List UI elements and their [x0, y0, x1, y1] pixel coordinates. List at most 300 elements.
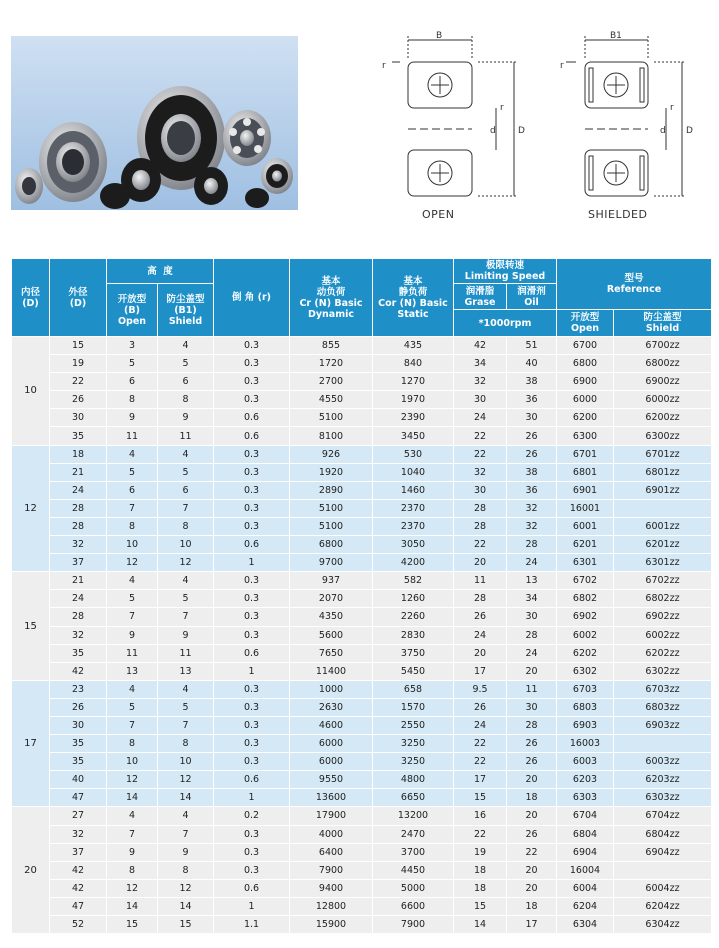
outer-diameter-cell: 26	[50, 698, 107, 716]
ref-shield-cell: 6303zz	[614, 789, 712, 807]
width-shield-cell: 5	[158, 590, 214, 608]
ref-open-cell: 6702	[557, 572, 614, 590]
speed-oil-cell: 28	[507, 536, 557, 554]
dynamic-load-cell: 6000	[290, 753, 373, 771]
table-row	[12, 608, 712, 626]
bearings-photo	[11, 36, 298, 210]
static-load-cell: 582	[373, 572, 454, 590]
chamfer-cell: 0.3	[214, 735, 290, 753]
width-open-cell: 12	[107, 771, 158, 789]
width-open-cell: 12	[107, 554, 158, 572]
static-load-cell: 2390	[373, 409, 454, 427]
width-shield-cell: 11	[158, 427, 214, 445]
header-ref-open: 开放型 Open	[557, 310, 614, 337]
width-open-cell: 4	[107, 807, 158, 825]
speed-grease-cell: 17	[454, 771, 507, 789]
speed-oil-cell: 26	[507, 735, 557, 753]
ref-shield-cell: 6901zz	[614, 481, 712, 499]
ref-open-cell: 6004	[557, 879, 614, 897]
width-open-cell: 4	[107, 680, 158, 698]
open-D-label: D	[518, 126, 525, 136]
ref-open-cell: 6302	[557, 662, 614, 680]
width-shield-cell: 14	[158, 789, 214, 807]
static-load-cell: 2370	[373, 517, 454, 535]
header-dynamic-load: 基本 动负荷 Cr (N) Basic Dynamic	[290, 259, 373, 337]
width-open-cell: 8	[107, 517, 158, 535]
speed-oil-cell: 20	[507, 771, 557, 789]
speed-grease-cell: 15	[454, 897, 507, 915]
width-shield-cell: 13	[158, 662, 214, 680]
speed-oil-cell: 20	[507, 879, 557, 897]
static-load-cell: 1970	[373, 391, 454, 409]
chamfer-cell: 0.6	[214, 771, 290, 789]
chamfer-cell: 0.2	[214, 807, 290, 825]
width-open-cell: 15	[107, 916, 158, 934]
outer-diameter-cell: 42	[50, 861, 107, 879]
speed-grease-cell: 26	[454, 608, 507, 626]
cross-section-diagrams	[370, 28, 710, 228]
width-shield-cell: 9	[158, 409, 214, 427]
shield-b1-label: B1	[610, 31, 622, 41]
ref-open-cell: 6202	[557, 644, 614, 662]
ref-shield-cell: 6902zz	[614, 608, 712, 626]
shield-D-label: D	[686, 126, 693, 136]
outer-diameter-cell: 27	[50, 807, 107, 825]
width-open-cell: 8	[107, 861, 158, 879]
width-open-cell: 5	[107, 590, 158, 608]
chamfer-cell: 0.6	[214, 536, 290, 554]
ref-shield-cell: 6002zz	[614, 626, 712, 644]
width-open-cell: 10	[107, 536, 158, 554]
dynamic-load-cell: 11400	[290, 662, 373, 680]
ref-shield-cell: 6000zz	[614, 391, 712, 409]
speed-grease-cell: 22	[454, 536, 507, 554]
width-open-cell: 14	[107, 897, 158, 915]
table-row	[12, 463, 712, 481]
table-row	[12, 680, 712, 698]
width-shield-cell: 7	[158, 825, 214, 843]
chamfer-cell: 1	[214, 789, 290, 807]
chamfer-cell: 0.6	[214, 644, 290, 662]
ref-open-cell: 6304	[557, 916, 614, 934]
table-row	[12, 337, 712, 355]
width-shield-cell: 14	[158, 897, 214, 915]
dynamic-load-cell: 5100	[290, 517, 373, 535]
width-open-cell: 7	[107, 825, 158, 843]
width-shield-cell: 4	[158, 680, 214, 698]
width-open-cell: 9	[107, 409, 158, 427]
header-speed-grease: 润滑脂 Grase	[454, 284, 507, 310]
speed-oil-cell: 18	[507, 789, 557, 807]
outer-diameter-cell: 35	[50, 735, 107, 753]
width-shield-cell: 6	[158, 373, 214, 391]
dynamic-load-cell: 4550	[290, 391, 373, 409]
width-open-cell: 11	[107, 644, 158, 662]
static-load-cell: 2370	[373, 499, 454, 517]
speed-grease-cell: 26	[454, 698, 507, 716]
width-shield-cell: 9	[158, 843, 214, 861]
speed-grease-cell: 28	[454, 517, 507, 535]
ref-open-cell: 6300	[557, 427, 614, 445]
width-shield-cell: 8	[158, 517, 214, 535]
static-load-cell: 5000	[373, 879, 454, 897]
speed-oil-cell: 30	[507, 608, 557, 626]
table-row	[12, 843, 712, 861]
dynamic-load-cell: 9550	[290, 771, 373, 789]
width-shield-cell: 8	[158, 861, 214, 879]
open-r-label: r	[382, 61, 386, 71]
speed-oil-cell: 11	[507, 680, 557, 698]
ref-shield-cell: 6301zz	[614, 554, 712, 572]
speed-oil-cell: 51	[507, 337, 557, 355]
ref-open-cell: 6701	[557, 445, 614, 463]
ref-shield-cell: 6903zz	[614, 716, 712, 734]
speed-oil-cell: 32	[507, 517, 557, 535]
chamfer-cell: 0.6	[214, 427, 290, 445]
width-shield-cell: 11	[158, 644, 214, 662]
ref-open-cell: 6900	[557, 373, 614, 391]
ref-open-cell: 6003	[557, 753, 614, 771]
static-load-cell: 1260	[373, 590, 454, 608]
ref-open-cell: 6203	[557, 771, 614, 789]
width-shield-cell: 12	[158, 771, 214, 789]
speed-grease-cell: 42	[454, 337, 507, 355]
dynamic-load-cell: 4000	[290, 825, 373, 843]
chamfer-cell: 0.3	[214, 373, 290, 391]
ref-open-cell: 16003	[557, 735, 614, 753]
outer-diameter-cell: 24	[50, 590, 107, 608]
static-load-cell: 1460	[373, 481, 454, 499]
ref-shield-cell: 6703zz	[614, 680, 712, 698]
ref-shield-cell	[614, 499, 712, 517]
chamfer-cell: 1	[214, 897, 290, 915]
width-open-cell: 9	[107, 626, 158, 644]
width-shield-cell: 4	[158, 572, 214, 590]
ref-shield-cell: 6801zz	[614, 463, 712, 481]
table-row	[12, 789, 712, 807]
open-r2-label: r	[500, 103, 504, 113]
speed-grease-cell: 24	[454, 716, 507, 734]
chamfer-cell: 0.3	[214, 355, 290, 373]
width-open-cell: 12	[107, 879, 158, 897]
speed-oil-cell: 20	[507, 662, 557, 680]
speed-oil-cell: 17	[507, 916, 557, 934]
table-row	[12, 481, 712, 499]
shield-r2-label: r	[670, 103, 674, 113]
ref-open-cell: 6001	[557, 517, 614, 535]
chamfer-cell: 0.3	[214, 825, 290, 843]
dynamic-load-cell: 6400	[290, 843, 373, 861]
table-row	[12, 662, 712, 680]
outer-diameter-cell: 42	[50, 879, 107, 897]
width-shield-cell: 5	[158, 463, 214, 481]
width-open-cell: 5	[107, 355, 158, 373]
outer-diameter-cell: 22	[50, 373, 107, 391]
table-row	[12, 807, 712, 825]
ref-open-cell: 6802	[557, 590, 614, 608]
dynamic-load-cell: 15900	[290, 916, 373, 934]
ref-open-cell: 6703	[557, 680, 614, 698]
speed-oil-cell: 26	[507, 753, 557, 771]
shielded-label: SHIELDED	[588, 208, 648, 221]
dynamic-load-cell: 6800	[290, 536, 373, 554]
ref-open-cell: 16001	[557, 499, 614, 517]
dynamic-load-cell: 2070	[290, 590, 373, 608]
width-shield-cell: 5	[158, 698, 214, 716]
header-static-load: 基本 静负荷 Cor (N) Basic Static	[373, 259, 454, 337]
static-load-cell: 3450	[373, 427, 454, 445]
width-shield-cell: 12	[158, 554, 214, 572]
ref-open-cell: 6201	[557, 536, 614, 554]
chamfer-cell: 0.6	[214, 879, 290, 897]
chamfer-cell: 0.3	[214, 590, 290, 608]
chamfer-cell: 0.6	[214, 409, 290, 427]
width-open-cell: 14	[107, 789, 158, 807]
ref-shield-cell: 6701zz	[614, 445, 712, 463]
outer-diameter-cell: 37	[50, 554, 107, 572]
dynamic-load-cell: 7900	[290, 861, 373, 879]
speed-grease-cell: 20	[454, 554, 507, 572]
outer-diameter-cell: 32	[50, 825, 107, 843]
static-load-cell: 2830	[373, 626, 454, 644]
outer-diameter-cell: 30	[50, 409, 107, 427]
outer-diameter-cell: 19	[50, 355, 107, 373]
table-row	[12, 879, 712, 897]
ref-shield-cell: 6304zz	[614, 916, 712, 934]
dynamic-load-cell: 6000	[290, 735, 373, 753]
outer-diameter-cell: 15	[50, 337, 107, 355]
dynamic-load-cell: 2890	[290, 481, 373, 499]
dynamic-load-cell: 7650	[290, 644, 373, 662]
width-shield-cell: 8	[158, 391, 214, 409]
speed-oil-cell: 26	[507, 427, 557, 445]
header-speed-oil: 润滑剂 Oil	[507, 284, 557, 310]
ref-shield-cell: 6802zz	[614, 590, 712, 608]
outer-diameter-cell: 47	[50, 897, 107, 915]
table-row	[12, 445, 712, 463]
speed-grease-cell: 14	[454, 916, 507, 934]
outer-diameter-cell: 23	[50, 680, 107, 698]
width-shield-cell: 12	[158, 879, 214, 897]
dynamic-load-cell: 9400	[290, 879, 373, 897]
table-row	[12, 626, 712, 644]
speed-oil-cell: 34	[507, 590, 557, 608]
static-load-cell: 5450	[373, 662, 454, 680]
static-load-cell: 1270	[373, 373, 454, 391]
width-open-cell: 10	[107, 753, 158, 771]
ref-shield-cell: 6702zz	[614, 572, 712, 590]
static-load-cell: 3750	[373, 644, 454, 662]
header-limiting-speed: 极限转速 Limiting Speed	[454, 259, 557, 284]
speed-oil-cell: 28	[507, 716, 557, 734]
static-load-cell: 840	[373, 355, 454, 373]
static-load-cell: 13200	[373, 807, 454, 825]
width-shield-cell: 10	[158, 536, 214, 554]
width-open-cell: 5	[107, 463, 158, 481]
static-load-cell: 658	[373, 680, 454, 698]
shield-r-label: r	[560, 61, 564, 71]
width-open-cell: 3	[107, 337, 158, 355]
speed-oil-cell: 38	[507, 373, 557, 391]
header-height-shield: 防尘盖型 (B1) Shield	[158, 284, 214, 337]
chamfer-cell: 0.3	[214, 843, 290, 861]
speed-grease-cell: 19	[454, 843, 507, 861]
chamfer-cell: 0.3	[214, 716, 290, 734]
dynamic-load-cell: 1920	[290, 463, 373, 481]
width-shield-cell: 4	[158, 807, 214, 825]
width-shield-cell: 7	[158, 499, 214, 517]
width-shield-cell: 4	[158, 337, 214, 355]
ref-open-cell: 16004	[557, 861, 614, 879]
chamfer-cell: 0.3	[214, 499, 290, 517]
speed-grease-cell: 9.5	[454, 680, 507, 698]
static-load-cell: 4200	[373, 554, 454, 572]
ref-shield-cell: 6204zz	[614, 897, 712, 915]
ref-shield-cell: 6704zz	[614, 807, 712, 825]
width-open-cell: 4	[107, 572, 158, 590]
table-row	[12, 554, 712, 572]
table-row	[12, 499, 712, 517]
chamfer-cell: 0.3	[214, 608, 290, 626]
table-row	[12, 572, 712, 590]
static-load-cell: 3250	[373, 735, 454, 753]
static-load-cell: 530	[373, 445, 454, 463]
width-shield-cell: 4	[158, 445, 214, 463]
static-load-cell: 1570	[373, 698, 454, 716]
width-shield-cell: 15	[158, 916, 214, 934]
ref-open-cell: 6901	[557, 481, 614, 499]
outer-diameter-cell: 28	[50, 608, 107, 626]
outer-diameter-cell: 47	[50, 789, 107, 807]
header-ref-shield: 防尘盖型 Shield	[614, 310, 712, 337]
bearing-open-left	[39, 122, 107, 202]
speed-oil-cell: 30	[507, 409, 557, 427]
speed-grease-cell: 18	[454, 861, 507, 879]
chamfer-cell: 0.3	[214, 698, 290, 716]
dynamic-load-cell: 9700	[290, 554, 373, 572]
header-reference: 型号 Reference	[557, 259, 712, 310]
ref-shield-cell: 6200zz	[614, 409, 712, 427]
ref-open-cell: 6803	[557, 698, 614, 716]
speed-oil-cell: 28	[507, 626, 557, 644]
outer-diameter-cell: 37	[50, 843, 107, 861]
table-row	[12, 698, 712, 716]
speed-oil-cell: 20	[507, 807, 557, 825]
outer-diameter-cell: 18	[50, 445, 107, 463]
table-row	[12, 897, 712, 915]
static-load-cell: 2260	[373, 608, 454, 626]
ref-open-cell: 6303	[557, 789, 614, 807]
width-open-cell: 7	[107, 499, 158, 517]
table-row	[12, 916, 712, 934]
table-row	[12, 590, 712, 608]
ref-shield-cell: 6804zz	[614, 825, 712, 843]
speed-grease-cell: 22	[454, 427, 507, 445]
ref-shield-cell: 6201zz	[614, 536, 712, 554]
speed-grease-cell: 32	[454, 373, 507, 391]
table-row	[12, 409, 712, 427]
width-shield-cell: 7	[158, 608, 214, 626]
inner-diameter-cell: 20	[12, 807, 50, 934]
ref-open-cell: 6301	[557, 554, 614, 572]
ref-open-cell: 6204	[557, 897, 614, 915]
header-outer-diameter: 外径 (D)	[50, 259, 107, 337]
header-inner-diameter: 内径 (D)	[12, 259, 50, 337]
width-open-cell: 8	[107, 735, 158, 753]
outer-diameter-cell: 35	[50, 427, 107, 445]
ref-shield-cell: 6302zz	[614, 662, 712, 680]
open-bearing-section	[392, 36, 518, 196]
outer-diameter-cell: 24	[50, 481, 107, 499]
static-load-cell: 4450	[373, 861, 454, 879]
speed-oil-cell: 40	[507, 355, 557, 373]
static-load-cell: 2550	[373, 716, 454, 734]
header-chamfer: 倒 角 (r)	[214, 259, 290, 337]
outer-diameter-cell: 21	[50, 463, 107, 481]
width-shield-cell: 10	[158, 753, 214, 771]
static-load-cell: 3700	[373, 843, 454, 861]
speed-grease-cell: 17	[454, 662, 507, 680]
outer-diameter-cell: 28	[50, 499, 107, 517]
speed-oil-cell: 38	[507, 463, 557, 481]
chamfer-cell: 0.3	[214, 391, 290, 409]
speed-grease-cell: 30	[454, 481, 507, 499]
inner-diameter-cell: 10	[12, 337, 50, 446]
ref-open-cell: 6200	[557, 409, 614, 427]
outer-diameter-cell: 42	[50, 662, 107, 680]
header-height: 高 度	[107, 259, 214, 284]
speed-grease-cell: 24	[454, 409, 507, 427]
ref-open-cell: 6000	[557, 391, 614, 409]
header-speed-unit: *1000rpm	[454, 310, 557, 337]
ref-shield-cell: 6904zz	[614, 843, 712, 861]
table-row	[12, 355, 712, 373]
table-row	[12, 716, 712, 734]
outer-diameter-cell: 32	[50, 626, 107, 644]
ref-shield-cell: 6003zz	[614, 753, 712, 771]
outer-diameter-cell: 26	[50, 391, 107, 409]
speed-grease-cell: 18	[454, 879, 507, 897]
speed-grease-cell: 22	[454, 825, 507, 843]
speed-grease-cell: 22	[454, 735, 507, 753]
width-open-cell: 7	[107, 716, 158, 734]
speed-oil-cell: 32	[507, 499, 557, 517]
outer-diameter-cell: 40	[50, 771, 107, 789]
chamfer-cell: 1	[214, 662, 290, 680]
width-shield-cell: 6	[158, 481, 214, 499]
ref-shield-cell: 6800zz	[614, 355, 712, 373]
static-load-cell: 4800	[373, 771, 454, 789]
outer-diameter-cell: 30	[50, 716, 107, 734]
width-shield-cell: 9	[158, 626, 214, 644]
speed-grease-cell: 11	[454, 572, 507, 590]
ref-shield-cell: 6001zz	[614, 517, 712, 535]
speed-grease-cell: 34	[454, 355, 507, 373]
speed-oil-cell: 26	[507, 445, 557, 463]
chamfer-cell: 0.3	[214, 445, 290, 463]
shield-d-label: d	[660, 126, 666, 136]
speed-grease-cell: 28	[454, 590, 507, 608]
speed-grease-cell: 22	[454, 445, 507, 463]
table-row	[12, 861, 712, 879]
dynamic-load-cell: 17900	[290, 807, 373, 825]
dynamic-load-cell: 1720	[290, 355, 373, 373]
bearing-spec-table	[11, 258, 712, 934]
width-open-cell: 6	[107, 481, 158, 499]
speed-grease-cell: 30	[454, 391, 507, 409]
width-open-cell: 4	[107, 445, 158, 463]
chamfer-cell: 0.3	[214, 481, 290, 499]
